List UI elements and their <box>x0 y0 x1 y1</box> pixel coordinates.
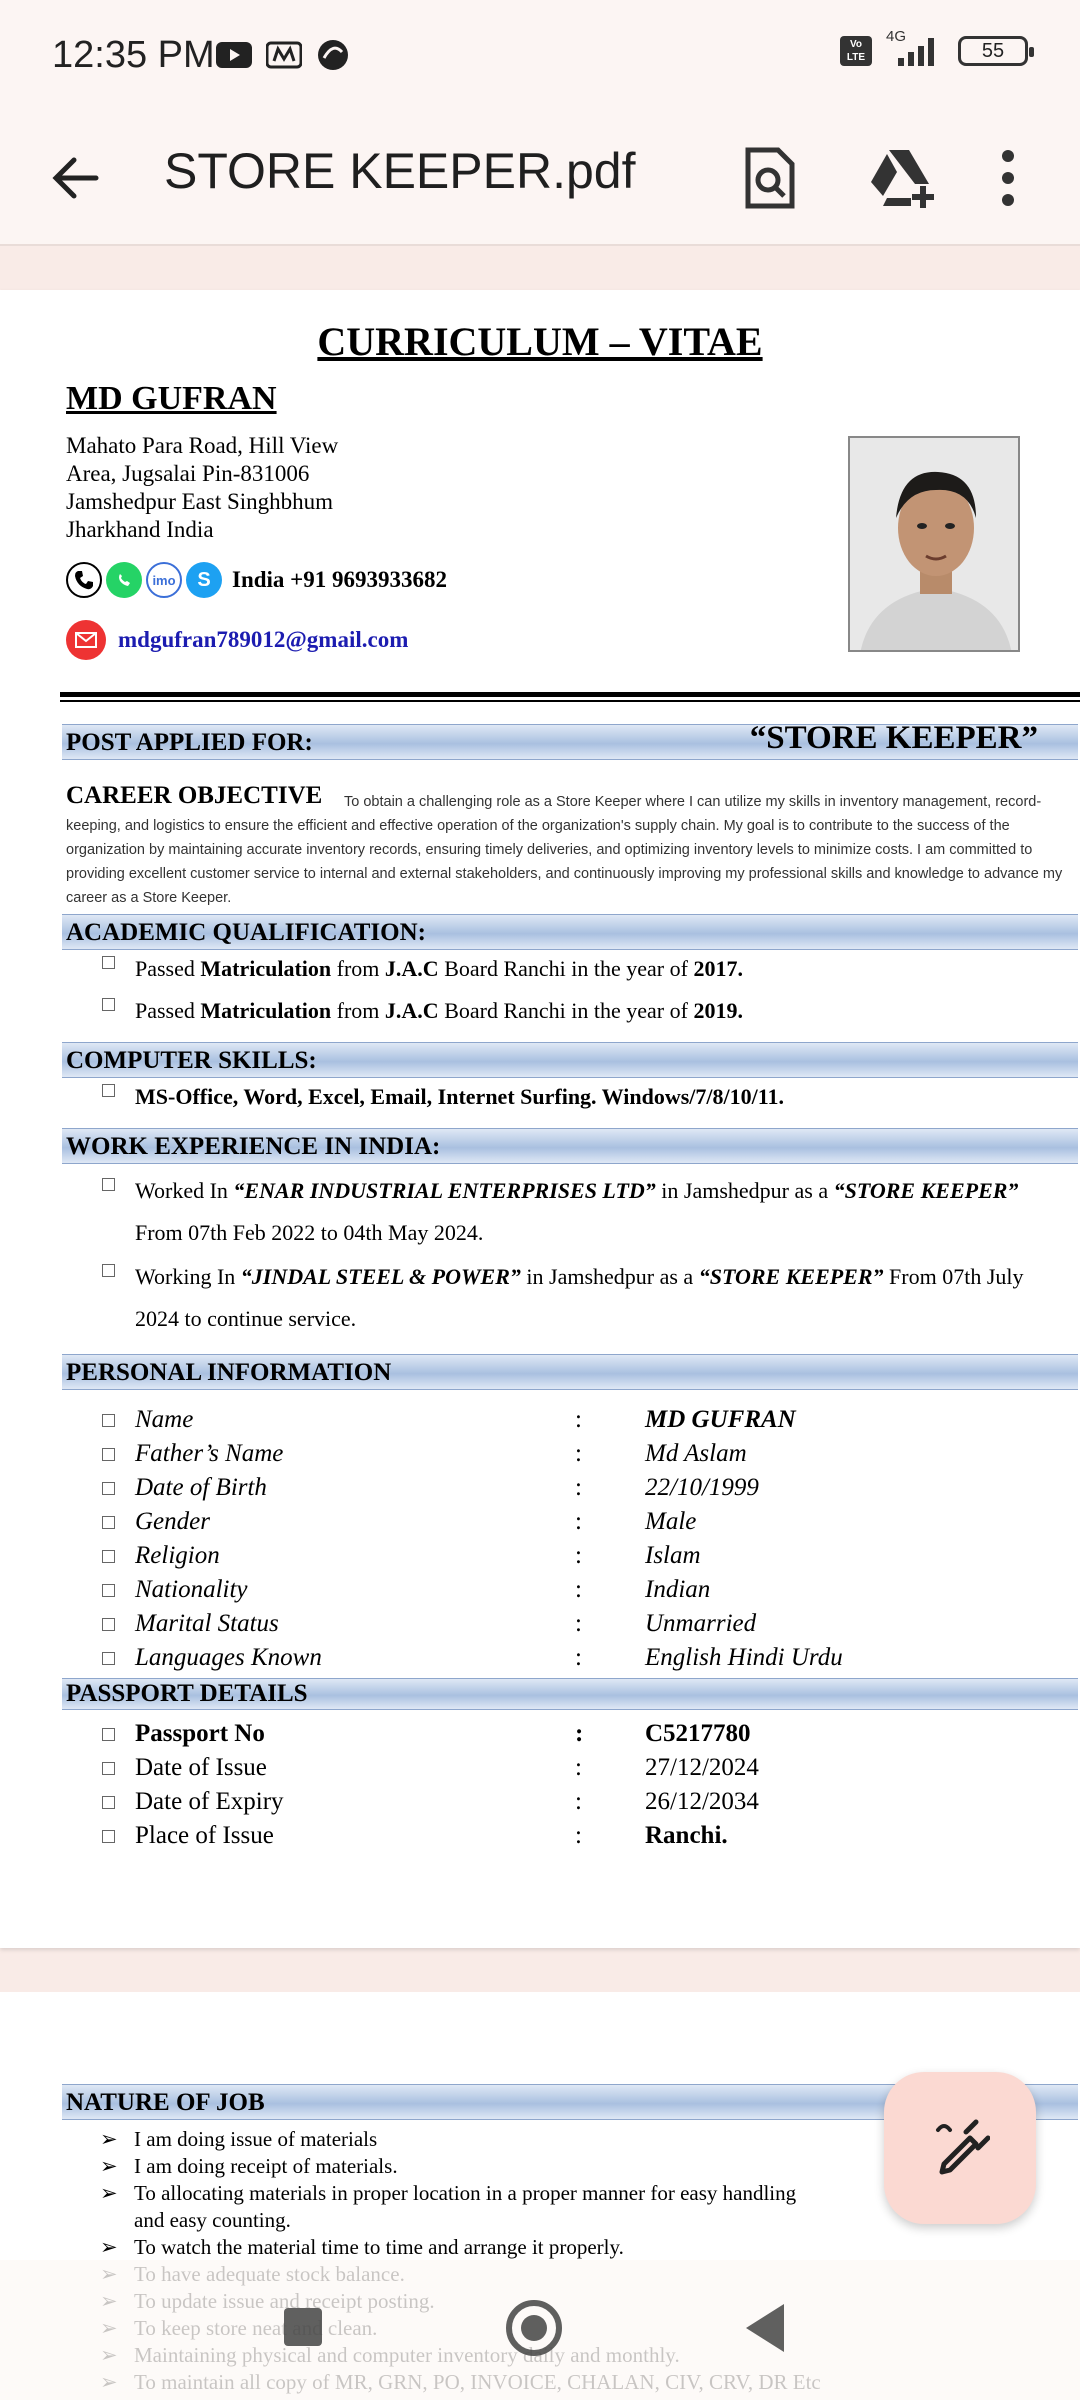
skype-icon: S <box>186 562 222 598</box>
volte-icon <box>840 36 872 66</box>
more-vert-icon <box>1000 148 1016 208</box>
text: in Jamshedpur as a <box>655 1178 834 1203</box>
phone-number: India +91 9693933682 <box>232 567 448 592</box>
personal-row <box>102 1610 1002 1638</box>
separator: : <box>575 1440 582 1467</box>
field-label: Date of Issue <box>135 1754 267 1781</box>
arrow-bullet-icon: ➢ <box>100 2235 118 2259</box>
separator: : <box>575 1508 582 1535</box>
list-item <box>100 2180 821 2207</box>
text: J.A.C <box>384 998 439 1023</box>
divider <box>60 700 1080 702</box>
text: Matriculation <box>200 998 332 1023</box>
imo-icon: imo <box>146 562 182 598</box>
email-row <box>66 620 408 660</box>
personal-row <box>102 1576 1002 1604</box>
divider <box>60 692 1080 697</box>
bullet-box-icon <box>102 1728 115 1741</box>
field-label: Date of Birth <box>135 1474 267 1501</box>
field-value: 27/12/2024 <box>645 1754 759 1781</box>
list-item <box>100 2234 821 2261</box>
app-notification-icon <box>266 41 302 69</box>
separator: : <box>575 1406 582 1433</box>
field-value: 22/10/1999 <box>645 1474 759 1501</box>
text: I am doing issue of materials <box>134 2127 378 2151</box>
field-value: Male <box>645 1508 697 1535</box>
text: 2019. <box>693 998 743 1023</box>
battery-icon <box>958 36 1028 66</box>
text: from <box>331 998 385 1023</box>
separator: : <box>575 1754 582 1781</box>
computer-skills-text: MS-Office, Word, Excel, Email, Internet Surfing. Windows/7/8/10/11. <box>135 1084 785 1109</box>
annotate-button[interactable] <box>884 2072 1036 2224</box>
text: 2017. <box>693 956 743 981</box>
notification-icons <box>216 38 350 72</box>
list-item <box>102 1170 1078 1254</box>
list-item <box>102 990 743 1032</box>
company-name: “ENAR INDUSTRIAL ENTERPRISES LTD” <box>233 1178 656 1203</box>
nature-of-job-heading: NATURE OF JOB <box>62 2084 1078 2120</box>
personal-row <box>102 1474 1002 1502</box>
network-type: 4G <box>886 28 907 45</box>
job-title: “STORE KEEPER” <box>833 1178 1019 1203</box>
field-value: Unmarried <box>645 1610 757 1637</box>
personal-info-heading: PERSONAL INFORMATION <box>62 1354 1078 1390</box>
personal-row <box>102 1508 1002 1536</box>
list-item <box>100 2153 821 2180</box>
separator: : <box>575 1788 582 1815</box>
status-time: 12:35 PM <box>52 34 215 76</box>
text: To watch the material time to time and arrange it properly. <box>134 2235 624 2259</box>
add-to-drive-button[interactable] <box>862 138 942 218</box>
career-objective-text: To obtain a challenging role as a Store Keeper where I can utilize my skills in inventory management, record-keeping, and logistics to ensure the efficient and effective operation of the organization's supply chain. My goal is to contribute to the success of the organization by maintaining accurate inventory records, ensuring timely deliveries, and optimizing inventory levels to minimize costs. I am committed to providing excellent customer service to internal and external stakeholders, and continuously improving my professional skills and knowledge to advance my career as a Store Keeper. <box>66 794 1063 906</box>
text: Matriculation <box>200 956 332 981</box>
bullet-box-icon <box>102 998 115 1011</box>
field-value: Islam <box>645 1542 701 1569</box>
computer-skills-heading: COMPUTER SKILLS: <box>62 1042 1078 1078</box>
home-button[interactable] <box>506 2300 562 2356</box>
sync-icon <box>316 38 350 72</box>
volte-label: Vo LTE <box>846 39 866 63</box>
app-bar <box>0 110 1080 246</box>
text: Passed <box>135 956 201 981</box>
text: from <box>331 956 385 981</box>
academic-heading: ACADEMIC QUALIFICATION: <box>62 914 1078 950</box>
list-item <box>102 1076 784 1118</box>
list-item <box>102 948 743 990</box>
post-applied-label: POST APPLIED FOR: <box>66 729 313 756</box>
edit-pen-icon <box>930 2118 990 2178</box>
bullet-box-icon <box>102 1584 115 1597</box>
post-applied-section <box>62 720 1078 760</box>
back-button[interactable] <box>44 146 108 210</box>
text: Passed <box>135 998 201 1023</box>
bullet-box-icon <box>102 1796 115 1809</box>
back-nav-button[interactable] <box>746 2304 784 2352</box>
personal-row <box>102 1542 1002 1570</box>
field-label: Passport No <box>135 1720 265 1747</box>
bullet-box-icon <box>102 1516 115 1529</box>
field-value: English Hindi Urdu <box>645 1644 843 1671</box>
field-label: Father’s Name <box>135 1440 284 1467</box>
system-status <box>840 28 1028 68</box>
field-value: 26/12/2034 <box>645 1788 759 1815</box>
address-line: Mahato Para Road, Hill View <box>66 433 339 458</box>
personal-row <box>102 1644 1002 1672</box>
pdf-page-1[interactable] <box>0 290 1080 1948</box>
arrow-bullet-icon: ➢ <box>100 2127 118 2151</box>
passport-heading: PASSPORT DETAILS <box>62 1678 1078 1710</box>
bullet-box-icon <box>102 1550 115 1563</box>
navigation-bar <box>0 2260 1080 2400</box>
field-value: MD GUFRAN <box>645 1406 796 1433</box>
separator: : <box>575 1822 582 1849</box>
arrow-bullet-icon: ➢ <box>100 2154 118 2178</box>
date-range: 2024 to continue service. <box>135 1306 357 1331</box>
phone-icon <box>66 562 102 598</box>
field-value: Indian <box>645 1576 711 1603</box>
list-item <box>100 2207 821 2234</box>
field-label: Languages Known <box>135 1644 322 1671</box>
text: To allocating materials in proper location in a proper manner for easy handling <box>134 2181 797 2205</box>
arrow-bullet-icon: ➢ <box>100 2181 118 2205</box>
field-label: Nationality <box>135 1576 248 1603</box>
job-title: “STORE KEEPER” <box>698 1264 884 1289</box>
date-range: From 07th Feb 2022 to 04th May 2024. <box>135 1220 484 1245</box>
list-item <box>100 2126 821 2153</box>
home-icon <box>521 2315 547 2341</box>
passport-row <box>102 1754 1002 1782</box>
text: J.A.C <box>384 956 439 981</box>
separator: : <box>575 1474 582 1501</box>
text: in Jamshedpur as a <box>520 1264 699 1289</box>
field-label: Religion <box>135 1542 220 1569</box>
work-experience-heading: WORK EXPERIENCE IN INDIA: <box>62 1128 1078 1164</box>
contact-row <box>66 562 447 598</box>
text: and easy counting. <box>134 2208 291 2232</box>
text: Board Ranchi in the year of <box>438 956 694 981</box>
address-line: Jamshedpur East Singhbhum <box>66 489 334 514</box>
field-label: Name <box>135 1406 194 1433</box>
bullet-box-icon <box>102 1482 115 1495</box>
field-value: C5217780 <box>645 1720 751 1747</box>
company-name: “JINDAL STEEL & POWER” <box>240 1264 521 1289</box>
address <box>66 432 338 544</box>
document-title: STORE KEEPER.pdf <box>164 143 636 199</box>
drive-add-icon <box>867 146 937 210</box>
bullet-box-icon <box>102 1618 115 1631</box>
field-value: Md Aslam <box>645 1440 747 1467</box>
personal-row <box>102 1406 1002 1434</box>
more-options-button[interactable] <box>978 138 1038 218</box>
separator: : <box>575 1720 584 1747</box>
bullet-box-icon <box>102 1762 115 1775</box>
bullet-box-icon <box>102 1448 115 1461</box>
bullet-box-icon <box>102 1264 115 1277</box>
field-label: Marital Status <box>135 1610 279 1637</box>
arrow-back-icon <box>44 146 108 210</box>
bullet-box-icon <box>102 1830 115 1843</box>
list-item <box>102 1256 1078 1340</box>
email-address[interactable]: mdgufran789012@gmail.com <box>118 627 409 652</box>
whatsapp-icon <box>106 562 142 598</box>
address-line: Jharkhand India <box>66 517 214 542</box>
career-objective-heading: CAREER OBJECTIVE <box>66 782 323 809</box>
bullet-box-icon <box>102 1414 115 1427</box>
text: I am doing receipt of materials. <box>134 2154 398 2178</box>
text: Board Ranchi in the year of <box>438 998 694 1023</box>
separator: : <box>575 1610 582 1637</box>
post-applied-value: “STORE KEEPER” <box>749 720 1038 756</box>
separator: : <box>575 1644 582 1671</box>
youtube-icon <box>216 42 252 68</box>
signal-icon <box>886 28 944 68</box>
recent-apps-button[interactable] <box>284 2308 322 2346</box>
candidate-name: MD GUFRAN <box>66 380 277 417</box>
address-line: Area, Jugsalai Pin-831006 <box>66 461 310 486</box>
cv-heading: CURRICULUM – VITAE <box>317 319 763 364</box>
bullet-box-icon <box>102 1084 115 1097</box>
email-icon <box>66 620 106 660</box>
field-label: Place of Issue <box>135 1822 274 1849</box>
passport-row <box>102 1822 1002 1850</box>
bullet-box-icon <box>102 956 115 969</box>
battery-level: 55 <box>981 40 1005 62</box>
find-in-page-icon <box>742 146 798 210</box>
text: From 07th July <box>883 1264 1024 1289</box>
separator: : <box>575 1542 582 1569</box>
text: Worked In <box>135 1178 234 1203</box>
bullet-box-icon <box>102 1652 115 1665</box>
separator: : <box>575 1576 582 1603</box>
passport-row <box>102 1788 1002 1816</box>
candidate-photo <box>848 436 1020 652</box>
field-label: Date of Expiry <box>135 1788 284 1815</box>
field-value: Ranchi. <box>645 1822 728 1849</box>
passport-row <box>102 1720 1002 1748</box>
field-label: Gender <box>135 1508 210 1535</box>
search-document-button[interactable] <box>730 138 810 218</box>
personal-row <box>102 1440 1002 1468</box>
bullet-box-icon <box>102 1178 115 1191</box>
status-bar <box>0 0 1080 110</box>
text: Working In <box>135 1264 241 1289</box>
